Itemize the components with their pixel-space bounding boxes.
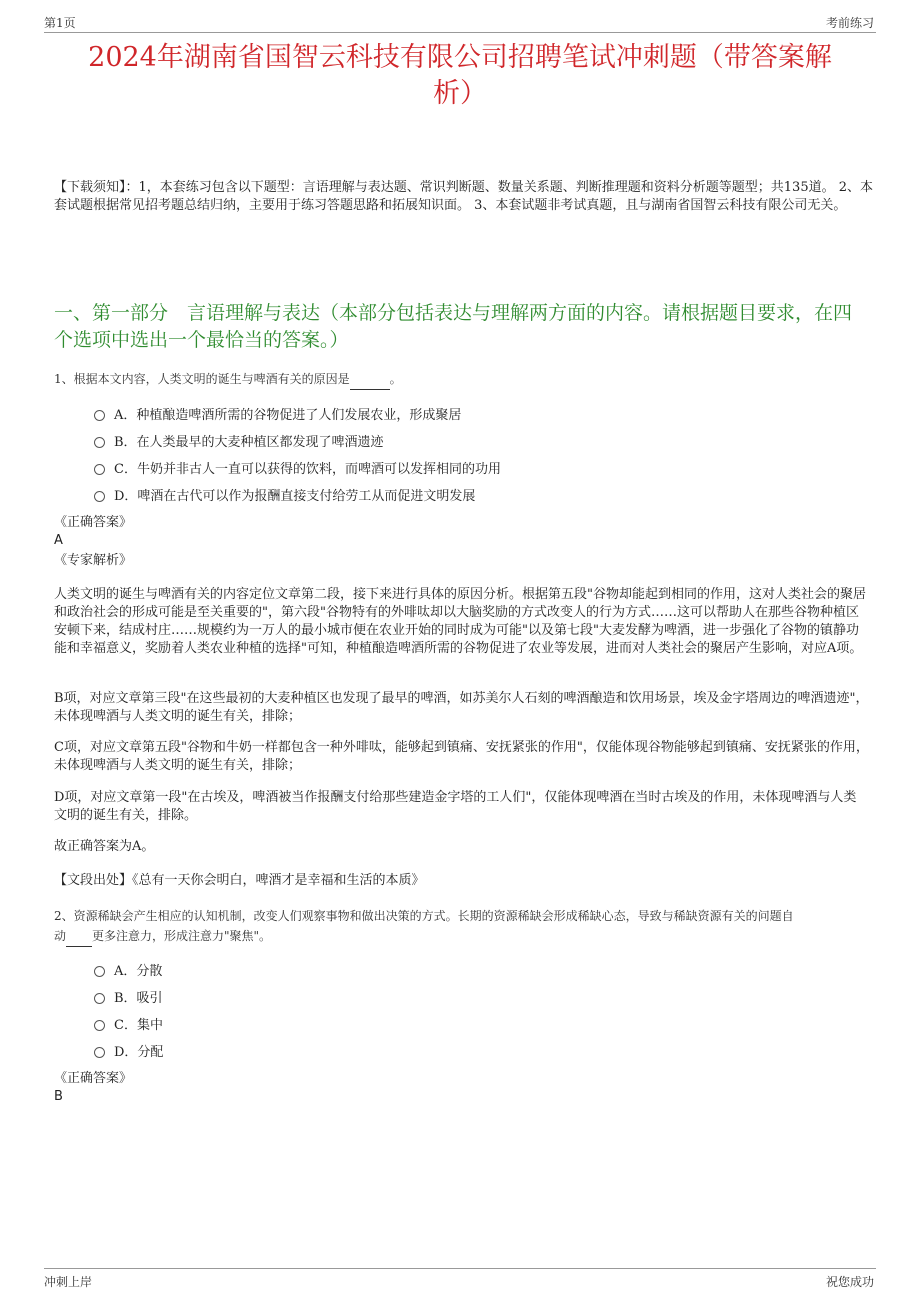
question-2-stem (54, 906, 874, 947)
radio-icon[interactable] (94, 491, 105, 502)
question-1-analysis-label: 《专家解析》 (54, 553, 133, 568)
radio-icon[interactable] (94, 464, 105, 475)
question-2-stem-line-1: 2、资源稀缺会产生相应的认知机制，改变人们观察事物和做出决策的方式。长期的资源稀缺会形成稀缺心态，导致与稀缺资源有关的问题自 (54, 909, 794, 923)
header-label: 考前练习 (825, 16, 874, 30)
analysis-paragraph-2: B项，对应文章第三段"在这些最初的大麦种植区也发现了最早的啤酒，如苏美尔人石刻的啤酒酿造和饮用场景，埃及金字塔周边的啤酒遗迹"，未体现啤酒与人类文明的诞生有关，排除； (54, 691, 869, 724)
title-line-2: 析） (433, 78, 487, 109)
question-2-option-a[interactable] (94, 960, 162, 979)
download-notice: 【下载须知】：1，本套练习包含以下题型：言语理解与表达题、常识判断题、数量关系题、判断推理题和资料分析题等题型；共135道。 2、本套试题根据常见招考题总结归纳，主要用于练习答题思路和拓展知识面。 3、本套试题非考试真题，且与湖南省国智云科技有限公司无关。 (54, 180, 873, 213)
page-number: 第1页 (44, 16, 76, 30)
radio-icon[interactable] (94, 1047, 105, 1058)
option-label: A．分散 (114, 964, 163, 979)
question-2-stem-end: 更多注意力，形成注意力"聚焦"。 (92, 929, 272, 943)
option-label: D．啤酒在古代可以作为报酬直接支付给劳工从而促进文明发展 (114, 489, 476, 504)
option-label: B．吸引 (114, 991, 163, 1006)
page-title (50, 40, 870, 112)
option-label: B．在人类最早的大麦种植区都发现了啤酒遗迹 (114, 435, 384, 450)
question-2-stem-line-2 (54, 926, 874, 947)
question-1-option-a[interactable] (94, 404, 461, 423)
radio-icon[interactable] (94, 410, 105, 421)
question-2-answer: B (54, 1089, 63, 1104)
analysis-paragraph-1: 人类文明的诞生与啤酒有关的内容定位文章第二段，接下来进行具体的原因分析。根据第五段"谷物却能起到相同的作用，这对人类社会的聚居和政治社会的形成可能是至关重要的"，第六段"谷物特有的外啡呔却以大脑奖励的方式改变人的行为方式……这可以帮助人在那些谷物种植区安顿下来，结成村庄……规模约为一万人的最小城市便在农业开始的同时成为可能"以及第七段"大麦发酵为啤酒，进一步强化了谷物的镇静功能和幸福意义，奖励着人类农业种植的选择"可知，种植酿造啤酒所需的谷物促进了农业等发展，进而对人类社会的聚居产生影响，对应A项。 (54, 587, 866, 656)
question-1-answer-label: 《正确答案》 (54, 515, 133, 530)
footer-divider (44, 1268, 876, 1269)
question-1-answer: A (54, 533, 63, 548)
analysis-paragraph-3: C项，对应文章第五段"谷物和牛奶一样都包含一种外啡呔，能够起到镇痛、安抚紧张的作用"，仅能体现谷物能够起到镇痛、安抚紧张的作用，未体现啤酒与人类文明的诞生有关，排除； (54, 740, 869, 773)
question-1-stem-text: 1、根据本文内容，人类文明的诞生与啤酒有关的原因是 (54, 372, 350, 386)
question-2-answer-label: 《正确答案》 (54, 1071, 133, 1086)
option-label: A．种植酿造啤酒所需的谷物促进了人们发展农业，形成聚居 (114, 408, 462, 423)
radio-icon[interactable] (94, 1020, 105, 1031)
footer-left-label: 冲刺上岸 (44, 1275, 93, 1289)
question-2-option-b[interactable] (94, 987, 163, 1006)
passage-source: 【文段出处】《总有一天你会明白，啤酒才是幸福和生活的本质》 (54, 873, 425, 888)
option-label: C．牛奶并非古人一直可以获得的饮料，而啤酒可以发挥相同的功用 (114, 462, 501, 477)
question-2-stem-start: 动 (54, 929, 67, 943)
question-2-option-d[interactable] (94, 1041, 163, 1060)
title-line-1: 2024年湖南省国智云科技有限公司招聘笔试冲刺题（带答案解 (88, 42, 832, 73)
option-label: C．集中 (114, 1018, 163, 1033)
question-1-option-c[interactable] (94, 458, 501, 477)
question-1-option-d[interactable] (94, 485, 475, 504)
radio-icon[interactable] (94, 993, 105, 1004)
answer-blank (66, 926, 92, 947)
answer-blank (350, 369, 390, 390)
option-label: D．分配 (114, 1045, 164, 1060)
section-title: 一、第一部分 言语理解与表达（本部分包括表达与理解两方面的内容。请根据题目要求，在四个选项中选出一个最恰当的答案。） (54, 302, 853, 351)
question-2-option-c[interactable] (94, 1014, 163, 1033)
analysis-paragraph-4: D项，对应文章第一段"在古埃及，啤酒被当作报酬支付给那些建造金字塔的工人们"，仅能体现啤酒在当时古埃及的作用，未体现啤酒与人类文明的诞生有关，排除。 (54, 790, 857, 823)
header-divider (44, 32, 876, 33)
footer-right-label: 祝您成功 (825, 1275, 874, 1289)
radio-icon[interactable] (94, 437, 105, 448)
question-1-stem (54, 369, 874, 390)
question-1-stem-end: 。 (389, 372, 402, 386)
radio-icon[interactable] (94, 966, 105, 977)
question-1-option-b[interactable] (94, 431, 384, 450)
analysis-conclusion: 故正确答案为A。 (54, 839, 155, 854)
